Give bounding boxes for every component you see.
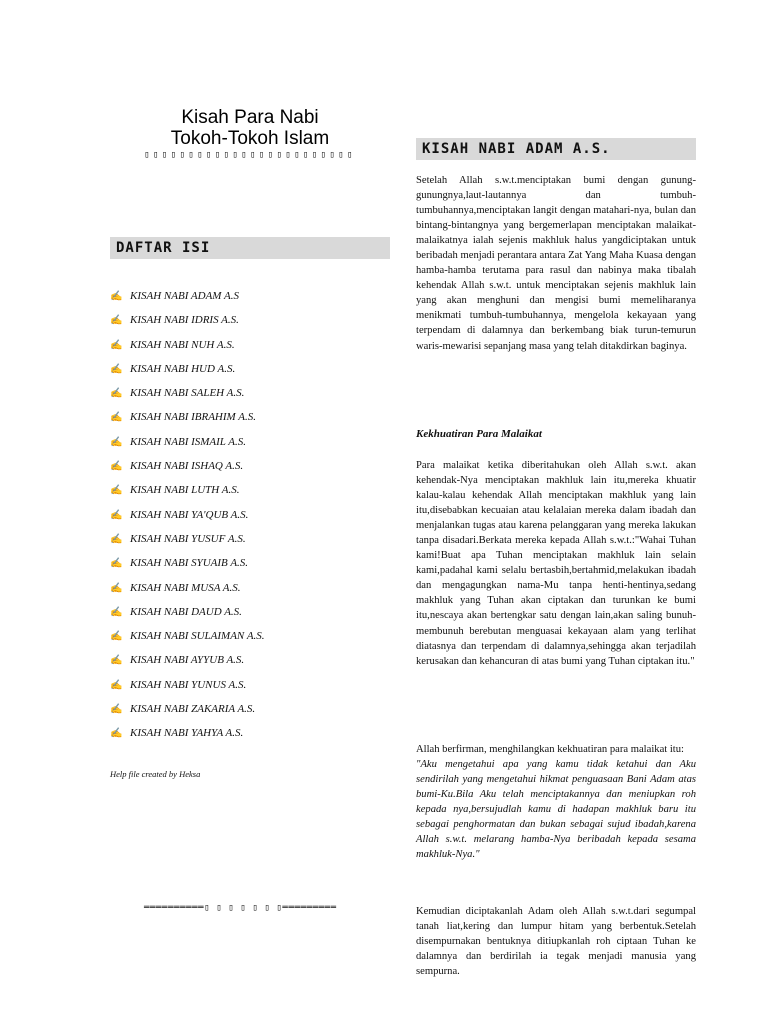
toc-item[interactable]: ✍ KISAH NABI LUTH A.S. xyxy=(110,482,265,506)
writing-hand-icon: ✍ xyxy=(110,509,123,521)
writing-hand-icon: ✍ xyxy=(110,363,123,375)
toc-heading: DAFTAR ISI xyxy=(110,237,390,259)
toc-list xyxy=(110,288,265,750)
writing-hand-icon: ✍ xyxy=(110,436,123,448)
toc-item[interactable]: ✍ KISAH NABI DAUD A.S. xyxy=(110,604,265,628)
toc-item[interactable]: ✍ KISAH NABI ADAM A.S xyxy=(110,288,265,312)
toc-item[interactable]: ✍ KISAH NABI SYUAIB A.S. xyxy=(110,555,265,579)
title-line-2: Tokoh-Tokoh Islam xyxy=(170,128,330,149)
writing-hand-icon: ✍ xyxy=(110,412,123,424)
footer-decoration: ══════════▯ ▯ ▯ ▯ ▯ ▯ ▯═════════ xyxy=(144,903,337,913)
article-heading: KISAH NABI ADAM A.S. xyxy=(416,138,696,160)
title-decoration: ▯▯▯▯▯▯▯▯▯▯▯▯▯▯▯▯▯▯▯▯▯▯▯▯ xyxy=(144,150,356,160)
writing-hand-icon: ✍ xyxy=(110,533,123,545)
toc-item[interactable]: ✍ KISAH NABI HUD A.S. xyxy=(110,361,265,385)
writing-hand-icon: ✍ xyxy=(110,606,123,618)
toc-item[interactable]: ✍ KISAH NABI YUNUS A.S. xyxy=(110,677,265,701)
article-quote: "Aku mengetahui apa yang kamu tidak ketahui dan Aku sendirilah yang mengetahui hikmat penguasaan Bani Adam atas bumi-Ku.Bila Aku telah menciptakannya dan meniupkan roh kepada nya,bersujudlah kamu di hadapan makhluk baru itu sebagai penghormatan dan bukan sebagai sujud ibadah,karena Allah s.w.t. melarang hamba-Nya beribadah kepada sesama makhluk-Nya." xyxy=(416,759,696,861)
credit-text: Help file created by Heksa xyxy=(110,769,201,779)
toc-item[interactable]: ✍ KISAH NABI YUSUF A.S. xyxy=(110,531,265,555)
writing-hand-icon: ✍ xyxy=(110,704,123,716)
toc-item[interactable]: ✍ KISAH NABI SULAIMAN A.S. xyxy=(110,628,265,652)
toc-item[interactable]: ✍ KISAH NABI IDRIS A.S. xyxy=(110,312,265,336)
toc-item[interactable]: ✍ KISAH NABI AYYUB A.S. xyxy=(110,652,265,676)
toc-item[interactable]: ✍ KISAH NABI MUSA A.S. xyxy=(110,580,265,604)
writing-hand-icon: ✍ xyxy=(110,558,123,570)
toc-item[interactable]: ✍ KISAH NABI YAHYA A.S. xyxy=(110,725,265,749)
article-paragraph-2: Para malaikat ketika diberitahukan oleh Allah s.w.t. akan kehendak-Nya menciptakan makhluk lain itu,mereka khuatir kalau-kalau kehendak Allah menciptakan makhluk yang lain itu,disebabkan kecuaian atau kelalaian mereka dalam ibadah dan menjalankan tugas atau karena pelanggaran yang mereka lakukan tanpa disadari.Berkata mereka kepada Allah s.w.t.:"Wahai Tuhan kami!Buat apa Tuhan menciptakan makhluk lain selain kami,padahal kami selalu bertasbih,bertahmid,melakukan ibadah dan mengagungkan nama-Mu tanpa henti-hentinya,sedang makhluk yang Tuhan akan ciptakan dan turunkan ke bumi itu,nescaya akan bertengkar satu dengan lain,akan saling bunuh-membunuh berebutan menguasai kekayaan alam yang terlihat diatasnya dan terpendam di dalamnya,sehingga akan terjadilah kerusakan dan kehancuran di atas bumi yang Tuhan ciptakan itu." xyxy=(416,460,696,667)
toc-item[interactable]: ✍ KISAH NABI ZAKARIA A.S. xyxy=(110,701,265,725)
article-paragraph-1: Setelah Allah s.w.t.menciptakan bumi dengan gunung-gunungnya,laut-lautannya dan tumbuh-tumbuhannya,menciptakan langit dengan matahari-nya, bulan dan bintang-bintangnya yang bergemerlapan menciptakan malaikat-malaikatnya ialah sejenis makhluk halus yangdiciptakan untuk beribadah menjadi perantara antara Zat Yang Maha Kuasa dengan hamba-hamba terutama para rasul dan nabinya maka tibalah kehendak Allah s.w.t. untuk menciptakan sejenis makhluk lain yang akan menghuni dan mengisi bumi memeliharanya menikmati tumbuh-tumbuhannya, mengelola kekayaan yang terpendam di dalamnya dan berkembang biak turun-temurun waris-mewarisi sepanjang masa yang telah ditakdirkan baginya. xyxy=(416,175,696,352)
toc-item[interactable]: ✍ KISAH NABI SALEH A.S. xyxy=(110,385,265,409)
writing-hand-icon: ✍ xyxy=(110,679,123,691)
writing-hand-icon: ✍ xyxy=(110,461,123,473)
toc-item[interactable]: ✍ KISAH NABI ISHAQ A.S. xyxy=(110,458,265,482)
article-paragraph-4: Kemudian diciptakanlah Adam oleh Allah s.w.t.dari segumpal tanah liat,kering dan lumpur hitam yang berbentuk.Setelah disempurnakan bentuknya ditiupkanlah roh ciptaan Tuhan ke dalamnya dan berdirilah ia tegak menjadi manusia yang sempurna. xyxy=(416,906,696,978)
writing-hand-icon: ✍ xyxy=(110,655,123,667)
title-line-1: Kisah Para Nabi xyxy=(181,107,319,128)
writing-hand-icon: ✍ xyxy=(110,315,123,327)
article-paragraph-3-intro: Allah berfirman, menghilangkan kekhuatiran para malaikat itu: xyxy=(416,744,684,755)
writing-hand-icon: ✍ xyxy=(110,728,123,740)
toc-item[interactable]: ✍ KISAH NABI YA'QUB A.S. xyxy=(110,507,265,531)
article-paragraph-3 xyxy=(416,742,696,862)
writing-hand-icon: ✍ xyxy=(110,582,123,594)
document-title xyxy=(110,107,390,149)
toc-item[interactable]: ✍ KISAH NABI IBRAHIM A.S. xyxy=(110,409,265,433)
writing-hand-icon: ✍ xyxy=(110,631,123,643)
writing-hand-icon: ✍ xyxy=(110,339,123,351)
article-subheading: Kekhuatiran Para Malaikat xyxy=(416,428,542,440)
writing-hand-icon: ✍ xyxy=(110,485,123,497)
toc-item[interactable]: ✍ KISAH NABI ISMAIL A.S. xyxy=(110,434,265,458)
toc-item[interactable]: ✍ KISAH NABI NUH A.S. xyxy=(110,337,265,361)
writing-hand-icon: ✍ xyxy=(110,388,123,400)
writing-hand-icon: ✍ xyxy=(110,291,123,302)
